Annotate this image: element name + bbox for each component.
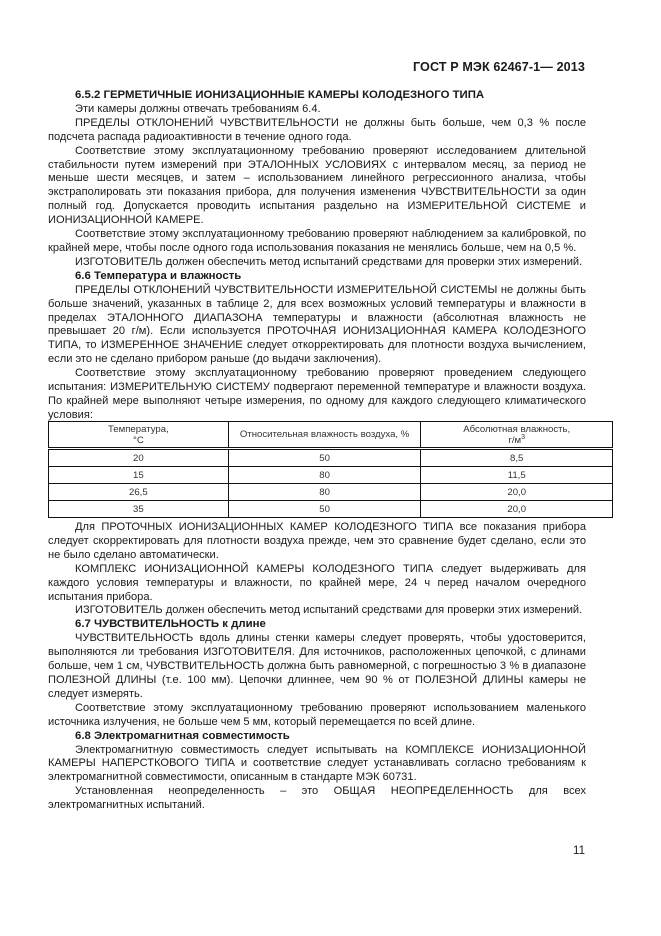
section-heading-6-7: 6.7 ЧУВСТВИТЕЛЬНОСТЬ к длине: [75, 618, 266, 631]
document-id-header: ГОСТ Р МЭК 62467-1— 2013: [412, 60, 585, 74]
paragraph: Эти камеры должны отвечать требованиям 6.4.: [75, 102, 321, 115]
climate-conditions-table: [48, 421, 613, 518]
section-heading-6-5-2: 6.5.2 ГЕРМЕТИЧНЫЕ ИОНИЗАЦИОННЫЕ КАМЕРЫ КОЛОДЕЗНОГО ТИПА: [75, 89, 485, 101]
cell-relative-humidity: 80: [228, 467, 421, 484]
paragraph: Соответствие этому эксплуатационному требованию проверяют исследованием длительной стабильности путем измерений при ЭТАЛОННЫХ УСЛОВИЯХ с интервалом месяц, за период не меньше шести месяцев, и затем – использованием линейного регрессионного анализа, чтобы экстраполировать эти показания прибора, для получения изменения ЧУВСТВИТЕЛЬНОСТИ за один полный год. Допускается проводить испытания раздельно на ИЗМЕРИТЕЛЬНОЙ СИСТЕМЕ и ИОНИЗАЦИОННОЙ КАМЕРЕ.: [48, 144, 586, 227]
cell-temperature: 35: [49, 501, 229, 518]
section-heading-6-8: 6.8 Электромагнитная совместимость: [75, 729, 290, 742]
body-text-top: [48, 89, 586, 423]
cell-absolute-humidity: 8,5: [421, 449, 613, 467]
cell-temperature: 20: [49, 449, 229, 467]
cell-absolute-humidity: 11,5: [421, 467, 613, 484]
paragraph: Для ПРОТОЧНЫХ ИОНИЗАЦИОННЫХ КАМЕР КОЛОДЕЗНОГО ТИПА все показания прибора следует скорректировать для плотности воздуха прежде, чем это сравнение будет сделано, если это не было сделано автоматически.: [48, 521, 586, 561]
cell-temperature: 15: [49, 467, 229, 484]
table-row: [49, 501, 613, 518]
table-header-row: [49, 422, 613, 449]
paragraph: Электромагнитную совместимость следует испытывать на КОМПЛЕКСЕ ИОНИЗАЦИОННОЙ КАМЕРЫ НАПЕРСТКОВОГО ТИПА и соответствие следует устанавливать согласно требованиям к электромагнитной совместимости, описанным в стандарте МЭК 60731.: [48, 743, 586, 784]
cell-absolute-humidity: 20,0: [421, 484, 613, 501]
cell-absolute-humidity: 20,0: [421, 501, 613, 518]
table-row: [49, 467, 613, 484]
table-row: [49, 449, 613, 467]
cell-relative-humidity: 50: [228, 449, 421, 467]
section-heading-6-6: 6.6 Температура и влажность: [75, 269, 242, 282]
body-text-bottom: [48, 521, 586, 813]
cell-relative-humidity: 80: [228, 484, 421, 501]
paragraph: ПРЕДЕЛЫ ОТКЛОНЕНИЙ ЧУВСТВИТЕЛЬНОСТИ не должны быть больше, чем 0,3 % после подсчета распада радиоактивности в течение одного года.: [48, 116, 586, 143]
paragraph: ЧУВСТВИТЕЛЬНОСТЬ вдоль длины стенки камеры следует проверять, чтобы удостоверится, выполняются ли требования ИЗГОТОВИТЕЛЯ. Для источников, расположенных цепочкой, с длинами больше, чем 1 см, ЧУВСТВИТЕЛЬНОСТЬ должна быть равномерной, с погрешностью 3 % в диапазоне ПОЛЕЗНОЙ ДЛИНЫ (т.е. 100 мм). Цепочки длиннее, чем 90 % от ПОЛЕЗНОЙ ДЛИНЫ камеры не следует измерять.: [48, 632, 586, 700]
column-header-temperature: Температура, °С: [49, 422, 229, 449]
cell-temperature: 26,5: [49, 484, 229, 501]
page-number: 11: [573, 845, 585, 857]
table-row: [49, 484, 613, 501]
paragraph: Соответствие этому эксплуатационному требованию проверяют проведением следующего испытания: ИЗМЕРИТЕЛЬНУЮ СИСТЕМУ подвергают переменной температуре и влажности воздуха. По крайней мере выполняют четыре измерения, по одному для каждого следующего климатического условия:: [48, 367, 586, 421]
paragraph: ИЗГОТОВИТЕЛЬ должен обеспечить метод испытаний средствами для проверки этих измерений.: [75, 255, 583, 268]
paragraph: ПРЕДЕЛЫ ОТКЛОНЕНИЙ ЧУВСТВИТЕЛЬНОСТИ ИЗМЕРИТЕЛЬНОЙ СИСТЕМЫ не должны быть больше значений, указанных в таблице 2, для всех возможных условий температуры и влажности в пределах ЭТАЛОННОГО ДИАПАЗОНА температуры и влажности (абсолютная влажность не превышает 20 г/м). Если используется ПРОТОЧНАЯ ИОНИЗАЦИОННАЯ КАМЕРА КОЛОДЕЗНОГО ТИПА, то ИЗМЕРЕННОЕ ЗНАЧЕНИЕ следует откорректировать для плотности воздуха вычислением, если это не сделано прибором раньше (до выдачи заключения).: [48, 283, 586, 366]
column-header-absolute-humidity: Абсолютная влажность, $г/м^3$: [421, 422, 613, 449]
paragraph: Соответствие этому эксплуатационному требованию проверяют использованием маленького источника излучения, не больше чем 5 мм, который перемещается по всей длине.: [48, 701, 586, 728]
paragraph: ИЗГОТОВИТЕЛЬ должен обеспечить метод испытаний средствами для проверки этих измерений.: [75, 604, 583, 617]
paragraph: Соответствие этому эксплуатационному требованию проверяют наблюдением за калибровкой, по крайней мере, чтобы после одного года использования показания не менялись больше, чем на 0,5 %.: [48, 228, 586, 254]
paragraph: КОМПЛЕКС ИОНИЗАЦИОННОЙ КАМЕРЫ КОЛОДЕЗНОГО ТИПА следует выдерживать для каждого условия температуры и влажности, по крайней мере, 24 ч перед началом очередного испытания прибора.: [48, 562, 586, 603]
column-header-relative-humidity: Относительная влажность воздуха, %: [228, 422, 421, 449]
paragraph: Установленная неопределенность – это ОБЩАЯ НЕОПРЕДЕЛЕННОСТЬ для всех электромагнитных испытаний.: [48, 785, 586, 812]
cell-relative-humidity: 50: [228, 501, 421, 518]
